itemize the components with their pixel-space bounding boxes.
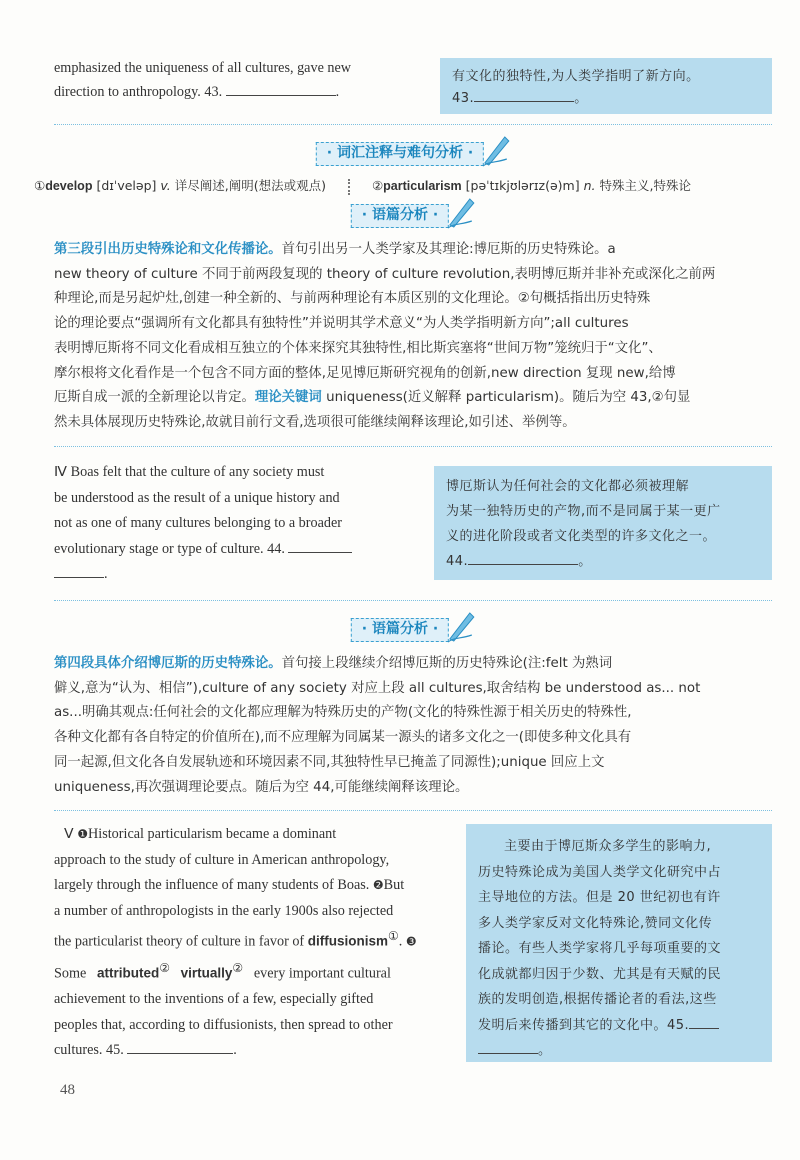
vocab-definition: 特殊主义,特殊论: [599, 178, 691, 193]
answer-blank-44-cn: [468, 552, 578, 565]
translation-box: 主要由于博厄斯众多学生的影响力, 历史特殊论成为美国人类学文化研究中占 主导地位的方法。但是 20 世纪初也有许 多人类学家反对文化特殊论,赞同文化传 播论。有些人类学家将几乎每项重要的文 化成就都归因于少数、尤其是有天赋的民 族的发明创造,根据传播论者的看法,这些 发明后来传播到其它的文化中。45. 。: [466, 824, 772, 1062]
keyword-label: 理论关键词: [254, 390, 322, 406]
page-number: 48: [60, 1082, 75, 1098]
pen-icon: [446, 195, 476, 229]
answer-blank-43-cn: [474, 89, 574, 102]
divider: [54, 810, 772, 811]
analysis-paragraph-3: 第三段引出历史特殊论和文化传播论。首句引出另一人类学家及其理论:博厄斯的历史特殊论。a new theory of culture 不同于前两段复现的 theory of culture revolution,表明博厄斯并非补充或深化之前两 种理论,而是另起炉灶,创建一种全新的、与前两种理论有本质区别的文化理论。②句概括指出历史特殊 论的理论要点“强调所有文化都具有独特性”并说明其学术意义“为人类学指明新方向”;all cultures 表明博厄斯将不同文化看成相互独立的个体来探究其独特性,相比斯宾塞将“世间万物”笼统归于“文化”、 摩尔根将文化看作是一个包含不同方面的整体,足见博厄斯研究视角的创新,new direction 复现 new,给博 厄斯自成一派的全新理论以肯定。理论关键词 uniqueness(近义解释 particularism)。随后为空 43,②句显 然未具体展现历史特殊论,故就目前行文看,选项很可能继续阐释该理论,如引述、举例等。: [54, 242, 716, 430]
section-tag-analysis: · 语篇分析 ·: [351, 618, 449, 642]
answer-blank-44-cont: [54, 564, 104, 578]
vocab-word: particularism: [383, 179, 462, 193]
passage-english: emphasized the uniqueness of all cultures, gave new direction to anthropology. 43. .: [54, 56, 404, 104]
vocab-definition: 详尽阐述,阐明(想法或观点): [174, 178, 326, 193]
analysis-paragraph-4: 第四段具体介绍博厄斯的历史特殊论。首句接上段继续介绍博厄斯的历史特殊论(注:felt 为熟词 僻义,意为“认为、相信”),culture of any society 对应上段 all cultures,取舍结构 be understood as... not as...明确其观点:任何社会的文化都应理解为特殊历史的产物(文化的特殊性源于相关历史的特殊性, 各种文化都有各自特定的价值所在),而不应理解为同属某一源头的诸多文化之一(即使多种文化具有 同一起源,但文化各自发展轨迹和环境因素不同,其独特性早已掩盖了同源性);unique 回应上文 uniqueness,再次强调理论要点。随后为空 44,可能继续阐释该理论。: [54, 656, 701, 795]
vocab-word: develop: [45, 179, 93, 193]
answer-blank-44: [288, 538, 352, 552]
vocabulary-notes: ①develop [dɪˈveləp] v. 详尽阐述,阐明(想法或观点) ②particularism [pəˈtɪkjʊlərɪz(ə)m] n. 特殊主义,特殊论: [34, 178, 691, 193]
paragraph-numeral: Ⅳ: [54, 464, 68, 480]
vocab-highlight: attributed: [96, 965, 160, 981]
answer-blank-45: [127, 1040, 233, 1054]
paragraph-numeral: Ⅴ: [64, 826, 74, 842]
pen-icon: [481, 133, 511, 167]
passage-block-5: [54, 822, 772, 1062]
translation-line: 43.: [452, 91, 475, 106]
analysis-heading: 第四段具体介绍博厄斯的历史特殊论。: [54, 656, 282, 671]
vocab-highlight: virtually: [180, 965, 233, 981]
separator: [348, 179, 354, 195]
passage-english: Ⅴ ❶Historical particularism became a dominant approach to the study of culture in American anthropology, largely through the influence of many students of Boas. ❷But a number of anthropologists in the early 1900s also rejected the particularist theory of culture in favor of diffusionism①. ❸ Some attributed② virtually② every important cultural achievement to the inventions of a few, especially gifted peoples that, according to diffusionists, then spread to other cultures. 45. .: [54, 826, 417, 1059]
passage-text-line: direction to anthropology. 43.: [54, 84, 223, 100]
answer-blank-45-cn: [689, 1016, 719, 1029]
passage-block-3: [54, 56, 772, 116]
analysis-heading: 第三段引出历史特殊论和文化传播论。: [54, 242, 282, 257]
divider: [54, 446, 772, 447]
passage-text-line: emphasized the uniqueness of all cultures, gave new: [54, 60, 352, 76]
answer-blank-45-cn-cont: [478, 1041, 538, 1054]
translation-line: 有文化的独特性,为人类学指明了新方向。: [452, 69, 700, 84]
section-tag-analysis: · 语篇分析 ·: [351, 204, 449, 228]
passage-english: Ⅳ Boas felt that the culture of any society must be understood as the result of a unique history and not as one of many cultures belonging to a broader evolutionary stage or type of culture. 44. .: [54, 460, 404, 588]
divider: [54, 124, 772, 125]
section-tag-vocabulary: · 词汇注释与难句分析 ·: [316, 142, 484, 166]
translation-box: 博厄斯认为任何社会的文化都必须被理解 为某一独特历史的产物,而不是同属于某一更广 义的进化阶段或者文化类型的许多文化之一。 44. 。: [434, 466, 772, 580]
answer-blank-43: [226, 82, 336, 96]
pen-icon: [446, 609, 476, 643]
passage-block-4: [54, 460, 772, 590]
vocab-highlight: diffusionism: [307, 934, 388, 950]
divider: [54, 600, 772, 601]
translation-box: 有文化的独特性,为人类学指明了新方向。 43. 。: [440, 58, 772, 114]
